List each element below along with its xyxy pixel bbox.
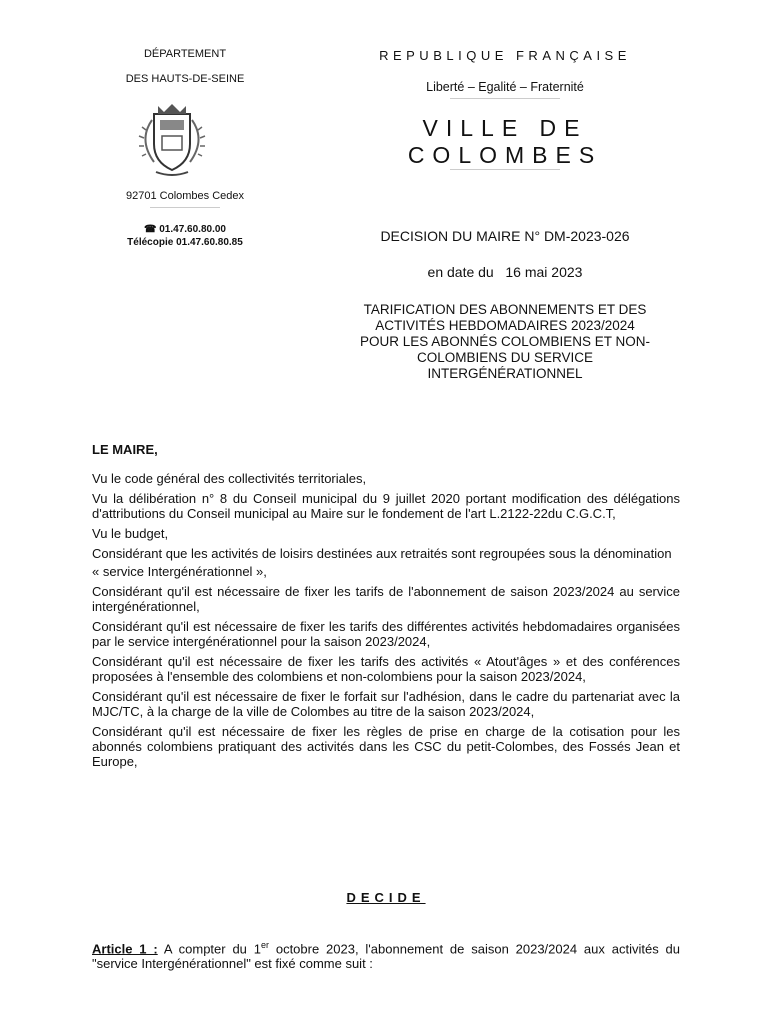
recital-paragraph: Considérant que les activités de loisirs destinées aux retraités sont regroupées sous la dénomination [92,546,672,561]
city-name-line1: VILLE DE [422,115,588,141]
subject-line: POUR LES ABONNÉS COLOMBIENS ET NON- [359,334,651,349]
subject-line: INTERGÉNÉRATIONNEL [427,366,583,381]
recital-paragraph: « service Intergénérationnel », [92,564,267,579]
article-text-post: octobre 2023, l'abonnement de saison 2023/2024 aux activités du "service Intergénérationnel" est fixé comme suit : [92,941,681,972]
city-name-line2: COLOMBES [407,142,603,168]
postal-address: 92701 Colombes Cedex [125,190,245,202]
decide-heading: DECIDE [346,890,426,905]
fax-number: Télécopie 01.47.60.80.85 [127,237,243,248]
divider [150,207,220,208]
contact-block [100,223,270,249]
department-name: DES HAUTS-DE-SEINE [125,73,245,85]
decision-title: DECISION DU MAIRE N° DM-2023-026 [380,228,630,244]
city-crest-icon [132,100,212,180]
republic-heading: REPUBLIQUE FRANÇAISE [379,48,631,63]
subject-line: COLOMBIENS DU SERVICE [416,350,594,365]
city-name [340,115,670,169]
recital-paragraph: Vu le code général des collectivités territoriales, [92,471,367,486]
mayor-heading: LE MAIRE, [92,442,158,457]
article-superscript: er [260,940,269,950]
subject-line: TARIFICATION DES ABONNEMENTS ET DES [363,302,647,317]
article-1 [92,938,680,976]
recital-paragraph: Vu le budget, [92,526,169,541]
decision-subject [340,302,670,382]
recital-paragraph: Considérant qu'il est nécessaire de fixer le forfait sur l'adhésion, dans le cadre du partenariat avec la MJC/TC, à la charge de la ville de Colombes au titre de la saison 2023/2024, [92,689,680,719]
divider [450,98,560,99]
recital-paragraph: Vu la délibération n° 8 du Conseil municipal du 9 juillet 2020 portant modification des délégations d'attributions du Conseil municipal au Maire sur le fondement de l'art L.2122-22du C.G.C.T, [92,491,680,521]
department-label: DÉPARTEMENT [143,48,227,60]
recital-paragraph: Considérant qu'il est nécessaire de fixer les tarifs des activités « Atout'âges » et des conférences proposées à l'ensemble des colombiens et non-colombiens pour la saison 2023/2024, [92,654,680,684]
recital-paragraph: Considérant qu'il est nécessaire de fixer les tarifs des différentes activités hebdomadaires organisées par le service intergénérationnel pour la saison 2023/2024, [92,619,680,649]
recital-paragraph: Considérant qu'il est nécessaire de fixer les tarifs de l'abonnement de saison 2023/2024 au service intergénérationnel, [92,584,680,614]
recitals [92,471,680,774]
subject-line: ACTIVITÉS HEBDOMADAIRES 2023/2024 [375,318,635,333]
motto: Liberté – Egalité – Fraternité [426,80,584,94]
article-label: Article 1 : [92,941,158,957]
divider [450,169,560,170]
phone-number: ☎ 01.47.60.80.00 [144,224,226,235]
recital-paragraph: Considérant qu'il est nécessaire de fixer les règles de prise en charge de la cotisation pour les abonnés colombiens pratiquant des activités dans les CSC du petit-Colombes, des Fossés Jean et Europe, [92,724,680,769]
article-text-pre: A compter du 1 [157,941,261,957]
decision-date: en date du 16 mai 2023 [427,264,583,280]
